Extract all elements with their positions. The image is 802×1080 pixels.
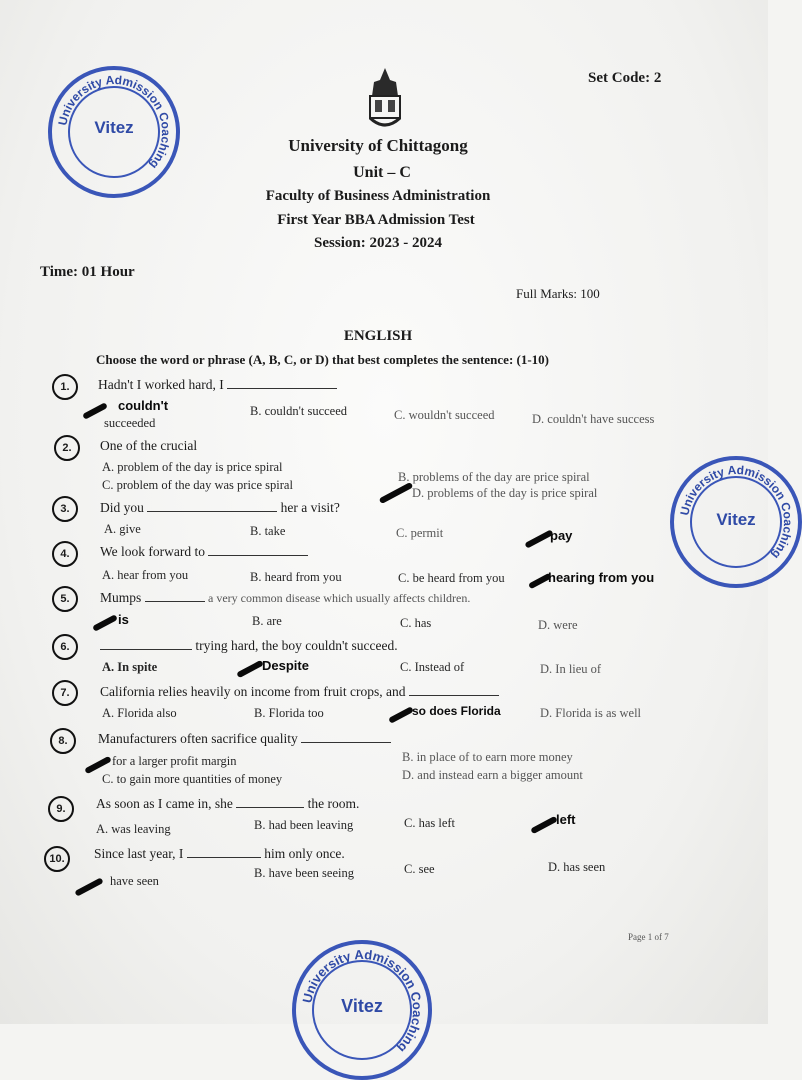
option-b: B. heard from you [250, 570, 342, 584]
option-b: B. have been seeing [254, 866, 354, 880]
handwritten-answer: Despite [262, 658, 309, 673]
question-number: 4. [52, 541, 78, 567]
svg-text:University Admission Coaching: University Admission Coaching [677, 462, 796, 562]
option-d: D. In lieu of [540, 662, 602, 676]
answer-mark [379, 482, 414, 504]
full-marks-label: Full Marks: 100 [516, 286, 600, 301]
option-b: B. had been leaving [254, 818, 354, 832]
university-logo [364, 66, 406, 132]
question-text: California relies heavily on income from fruit crops, and [100, 684, 499, 700]
option-d: D. were [538, 618, 578, 632]
option-a: have seen [110, 874, 159, 888]
option-d: D. problems of the day is price spiral [412, 486, 598, 500]
answer-mark [236, 660, 264, 678]
question-text: We look forward to [100, 544, 308, 560]
option-b: B. take [250, 524, 286, 538]
option-a: A. In spite [102, 660, 158, 674]
unit-label: Unit – C [353, 164, 411, 181]
coaching-stamp-bottom [292, 940, 432, 1080]
question-text: Mumps a very common disease which usually affects children. [100, 590, 471, 605]
option-c: C. be heard from you [398, 571, 505, 585]
option-b: B. problems of the day are price spiral [398, 470, 590, 484]
university-name: University of Chittagong [288, 136, 468, 155]
option-b: B. couldn't succeed [250, 404, 348, 418]
question-text: One of the crucial [100, 438, 198, 453]
answer-mark [530, 816, 558, 834]
option-c: C. has [400, 616, 432, 630]
question-number: 1. [52, 374, 78, 400]
session-label: Session: 2023 - 2024 [314, 235, 442, 251]
faculty-name: Faculty of Business Administration [265, 188, 491, 204]
handwritten-answer: couldn't [118, 398, 169, 413]
handwritten-answer: is [118, 612, 129, 627]
option-c: C. Instead of [400, 660, 465, 674]
answer-mark [388, 706, 414, 724]
option-c: C. wouldn't succeed [394, 408, 495, 422]
question-number: 10. [44, 846, 70, 872]
option-c: C. see [404, 862, 435, 876]
handwritten-answer: hearing from you [548, 570, 655, 585]
question-text: As soon as I came in, she the room. [96, 796, 360, 811]
option-d: D. has seen [548, 860, 606, 874]
question-text: trying hard, the boy couldn't succeed. [100, 638, 398, 654]
time-label: Time: 01 Hour [40, 264, 135, 280]
svg-text:University Admission Coaching: University Admission Coaching [55, 72, 174, 172]
option-d: D. and instead earn a bigger amount [402, 768, 583, 782]
stamp-brand: Vitez [716, 510, 756, 529]
coaching-stamp-right [670, 456, 802, 588]
set-code: Set Code: 2 [588, 70, 662, 86]
option-b: B. in place of to earn more money [402, 750, 573, 764]
stamp-brand: Vitez [341, 996, 383, 1016]
answer-mark [92, 614, 118, 632]
question-text: Hadn't I worked hard, I [98, 377, 337, 393]
stamp-brand: Vitez [94, 118, 134, 137]
test-name: First Year BBA Admission Test [277, 212, 475, 228]
handwritten-answer: pay [550, 528, 573, 543]
question-number: 2. [54, 435, 80, 461]
question-number: 9. [48, 796, 74, 822]
option-a: A. problem of the day is price spiral [102, 460, 283, 474]
question-text: Manufacturers often sacrifice quality [98, 731, 391, 747]
option-a: A. give [104, 522, 141, 536]
question-number: 6. [52, 634, 78, 660]
question-number: 5. [52, 586, 78, 612]
question-text: Since last year, I him only once. [94, 846, 345, 861]
option-c: C. permit [396, 526, 444, 540]
page-number: Page 1 of 7 [628, 932, 669, 942]
option-c: C. problem of the day was price spiral [102, 478, 293, 492]
option-a: A. was leaving [96, 822, 171, 836]
option-b: B. Florida too [254, 706, 324, 720]
option-d: D. Florida is as well [540, 706, 642, 720]
svg-text:University Admission Coaching: University Admission Coaching [299, 946, 426, 1056]
option-a: for a larger profit margin [112, 754, 237, 768]
instructions: Choose the word or phrase (A, B, C, or D) that best completes the sentence: (1-10) [96, 352, 550, 367]
section-title: ENGLISH [343, 328, 413, 344]
option-d: D. couldn't have success [532, 412, 655, 426]
option-a: succeeded [104, 416, 156, 430]
option-b: B. are [252, 614, 282, 628]
question-number: 7. [52, 680, 78, 706]
option-a: A. Florida also [102, 706, 177, 720]
answer-mark [74, 877, 103, 896]
handwritten-answer: left [556, 812, 576, 827]
handwritten-answer: so does Florida [412, 704, 501, 718]
question-number: 8. [50, 728, 76, 754]
question-text: Did you her a visit? [100, 500, 340, 515]
option-c: C. to gain more quantities of money [102, 772, 283, 786]
question-number: 3. [52, 496, 78, 522]
option-a: A. hear from you [102, 568, 189, 582]
option-c: C. has left [404, 816, 456, 830]
